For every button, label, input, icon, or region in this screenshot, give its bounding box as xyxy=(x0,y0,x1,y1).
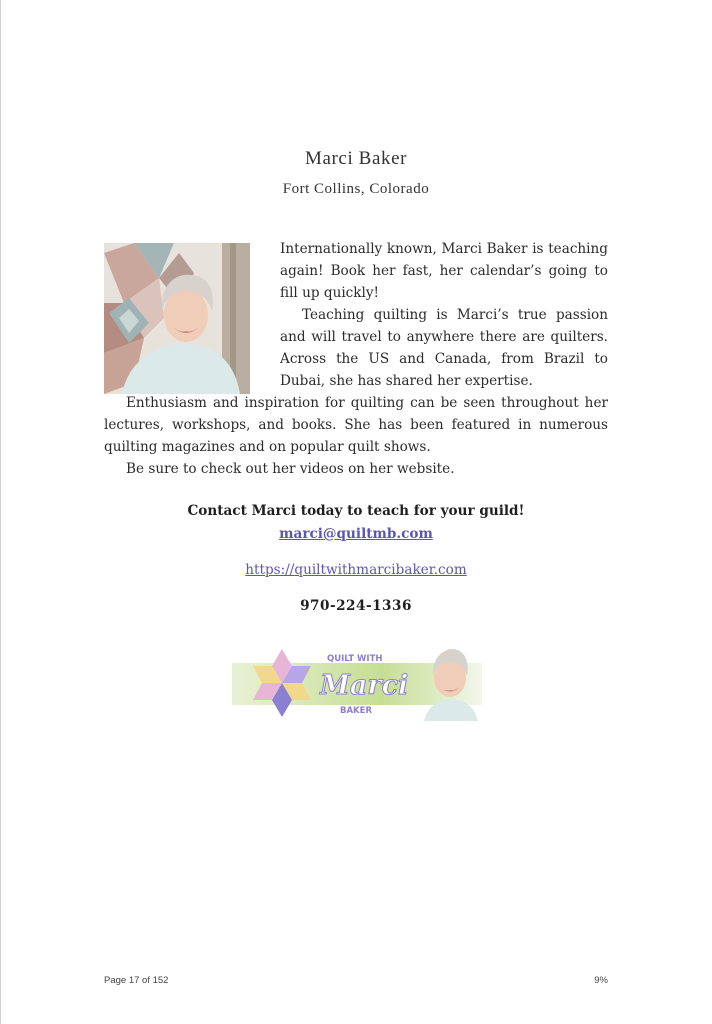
author-location: Fort Collins, Colorado xyxy=(282,181,430,197)
logo-line-1: QUILT WITH xyxy=(327,654,383,664)
page-indicator: Page 17 of 152 xyxy=(104,975,169,986)
logo-line-2: Marci xyxy=(320,670,409,701)
portrait-spacer xyxy=(104,238,280,392)
phone-number: 970-224-1336 xyxy=(300,598,412,614)
author-name: Marci Baker xyxy=(304,148,408,169)
bio-paragraph-3: Enthusiasm and inspiration for quilting can be seen throughout her lectures, workshops, and books. She has been featured in numerous quilting magazines and on popular quilt shows. xyxy=(104,395,608,455)
bio-paragraph-1: Internationally known, Marci Baker is teaching again! Book her fast, her calendar’s going to fill up quickly! xyxy=(280,241,608,301)
bio-paragraph-2: Teaching quilting is Marci’s true passion and will travel to anywhere there are quilters. Across the US and Canada, from Brazil to Dubai, she has shared her expertise. xyxy=(280,307,608,389)
contact-call-to-action: Contact Marci today to teach for your guild! xyxy=(187,503,525,519)
bio-paragraph-4: Be sure to check out her videos on her website. xyxy=(126,461,455,477)
bio-text xyxy=(104,238,608,480)
website-link[interactable]: https://quiltwithmarcibaker.com xyxy=(245,562,467,578)
reading-progress: 9% xyxy=(594,975,608,986)
email-link[interactable]: marci@quiltmb.com xyxy=(279,526,433,542)
quilt-with-marci-logo xyxy=(232,645,482,721)
logo-line-3: BAKER xyxy=(340,706,372,716)
